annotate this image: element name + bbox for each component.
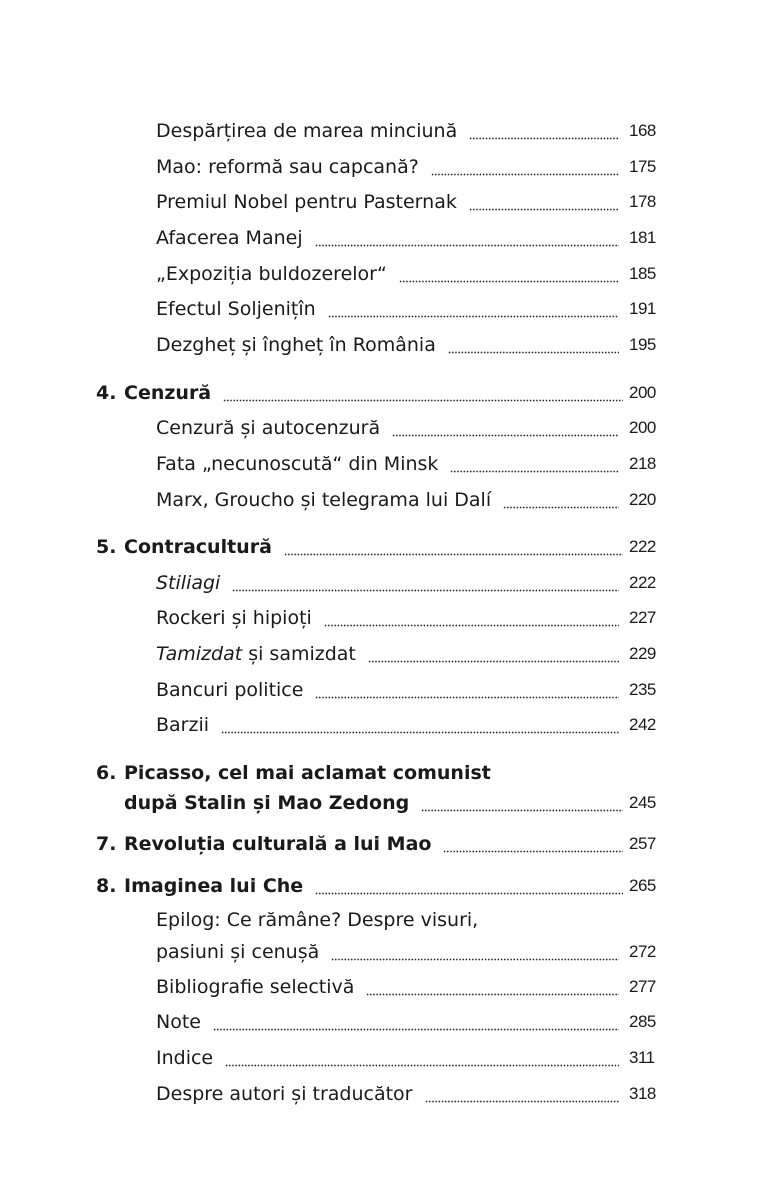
page-number: 245 [629, 793, 656, 812]
entry-title: Afacerea Manej [156, 227, 303, 249]
page-number: 191 [629, 299, 656, 318]
page-number: 235 [629, 680, 656, 699]
page-number: 242 [629, 715, 656, 734]
dot-leader [315, 223, 619, 253]
entry-title: Imaginea lui Che [124, 875, 304, 897]
entry-title-wrap [124, 378, 211, 408]
toc-entry [156, 568, 779, 598]
toc-entry [156, 485, 779, 515]
dot-leader [469, 116, 619, 146]
entry-title-wrap [156, 449, 438, 479]
page-number: 222 [629, 573, 656, 592]
entry-title-wrap [156, 603, 312, 633]
page-number: 229 [629, 644, 656, 663]
entry-title: Cenzură [124, 382, 212, 404]
dot-leader [448, 330, 619, 360]
dot-leader [331, 937, 619, 967]
entry-title: Bibliografie selectivă [156, 976, 355, 998]
page-number: 318 [629, 1084, 656, 1103]
dot-leader [223, 378, 623, 408]
page-number: 227 [629, 608, 656, 627]
page-number: 257 [629, 834, 656, 853]
entry-title-wrap [156, 568, 220, 598]
page-number: 218 [629, 454, 656, 473]
toc-entry [156, 675, 779, 705]
entry-title: Tamizdat [156, 643, 243, 665]
entry-title-wrap [156, 330, 436, 360]
entry-title: Bancuri politice [156, 679, 304, 701]
entry-title: Note [156, 1011, 201, 1033]
page-number: 168 [629, 121, 656, 140]
entry-title-wrap [156, 1043, 213, 1073]
dot-leader [503, 485, 619, 515]
dot-leader [284, 532, 623, 562]
entry-title-wrap [156, 485, 491, 515]
toc-entry [156, 449, 779, 479]
page-number: 285 [629, 1012, 656, 1031]
entry-title-wrap [156, 223, 303, 253]
entry-title: pasiuni și cenușă [156, 941, 320, 963]
dot-leader [315, 675, 619, 705]
toc-entry [156, 294, 779, 324]
page-number: 200 [629, 383, 656, 402]
entry-title: Stiliagi [156, 572, 221, 594]
page-number: 311 [629, 1048, 655, 1067]
entry-title: Dezgheț și îngheț în România [156, 334, 436, 356]
toc-chapter [96, 532, 779, 562]
page-number: 178 [629, 192, 656, 211]
toc-chapter [96, 829, 779, 859]
entry-title: Despărțirea de marea minciună [156, 120, 458, 142]
chapter-number: 8. [96, 875, 117, 897]
dot-leader [421, 788, 623, 818]
dot-leader [221, 710, 619, 740]
toc-entry [156, 603, 779, 633]
dot-leader [399, 259, 619, 289]
entry-title: „Expoziția buldozerelor“ [156, 263, 387, 285]
dot-leader [368, 639, 619, 669]
toc-entry [156, 187, 779, 217]
dot-leader [450, 449, 619, 479]
toc-entry [156, 1043, 779, 1073]
entry-title-wrap [156, 1007, 201, 1037]
toc-entry [156, 972, 779, 1002]
page-number: 220 [629, 490, 656, 509]
page-number: 175 [629, 157, 656, 176]
toc-entry-line [156, 905, 779, 935]
entry-title-rest: și samizdat [242, 643, 356, 665]
page-number: 195 [629, 335, 656, 354]
toc-entry [156, 413, 779, 443]
entry-title: Marx, Groucho și telegrama lui Dalí [156, 489, 492, 511]
dot-leader [315, 871, 623, 901]
toc-entry [156, 710, 779, 740]
toc-entry [156, 116, 779, 146]
entry-title-wrap [124, 788, 409, 818]
entry-title-wrap [156, 413, 380, 443]
entry-title-wrap [156, 152, 419, 182]
dot-leader [213, 1007, 619, 1037]
page-number: 181 [629, 228, 656, 247]
toc-chapter [96, 871, 779, 901]
entry-title-wrap [156, 259, 387, 289]
entry-title-line1: Picasso, cel mai aclamat comunist [124, 762, 491, 784]
toc-entry [156, 330, 779, 360]
dot-leader [225, 1043, 619, 1073]
toc-entry [156, 259, 779, 289]
page-number: 265 [629, 876, 656, 895]
entry-title: Barzii [156, 714, 210, 736]
toc-entry [156, 223, 779, 253]
entry-title: Fata „necunoscută“ din Minsk [156, 453, 439, 475]
toc-entry-line [96, 758, 779, 788]
entry-title-wrap [156, 972, 354, 1002]
entry-title-wrap [156, 937, 319, 967]
toc-entry [156, 937, 779, 967]
entry-title: Efectul Soljenițîn [156, 298, 316, 320]
entry-title: Cenzură și autocenzură [156, 417, 381, 439]
chapter-number: 7. [96, 833, 117, 855]
page-number: 277 [629, 977, 656, 996]
dot-leader [443, 829, 623, 859]
dot-leader [328, 294, 619, 324]
entry-title: Premiul Nobel pentru Pasternak [156, 191, 457, 213]
entry-title-wrap [124, 871, 303, 901]
entry-title-wrap [156, 710, 209, 740]
page-number: 272 [629, 942, 656, 961]
dot-leader [425, 1079, 620, 1109]
chapter-number: 5. [96, 536, 117, 558]
toc-entry [156, 639, 779, 669]
entry-title-line1: Epilog: Ce rămâne? Despre visuri, [156, 909, 479, 931]
dot-leader [324, 603, 619, 633]
entry-title: Despre autori și traducător [156, 1083, 413, 1105]
entry-title: Contracultură [124, 536, 272, 558]
toc-entry [156, 1079, 779, 1109]
dot-leader [232, 568, 619, 598]
toc-entry [156, 1007, 779, 1037]
chapter-number: 4. [96, 382, 117, 404]
entry-title-wrap [156, 294, 316, 324]
entry-title-wrap [156, 116, 457, 146]
entry-title: Indice [156, 1047, 214, 1069]
toc-chapter [96, 378, 779, 408]
entry-title-wrap [156, 675, 303, 705]
entry-title-wrap [156, 1079, 413, 1109]
entry-title-wrap [156, 639, 356, 669]
dot-leader [431, 152, 619, 182]
entry-title-wrap [156, 187, 457, 217]
page-number: 200 [629, 418, 656, 437]
entry-title-wrap [124, 532, 272, 562]
dot-leader [392, 413, 619, 443]
entry-title: Revoluția culturală a lui Mao [124, 833, 432, 855]
dot-leader [366, 972, 619, 1002]
toc-entry [156, 152, 779, 182]
dot-leader [469, 187, 619, 217]
page-number: 185 [629, 264, 656, 283]
entry-title-wrap [124, 829, 431, 859]
entry-title: Rockeri și hipioți [156, 607, 312, 629]
page-number: 222 [629, 537, 656, 556]
chapter-number: 6. [96, 762, 117, 784]
entry-title: după Stalin și Mao Zedong [124, 792, 410, 814]
entry-title: Mao: reformă sau capcană? [156, 156, 419, 178]
